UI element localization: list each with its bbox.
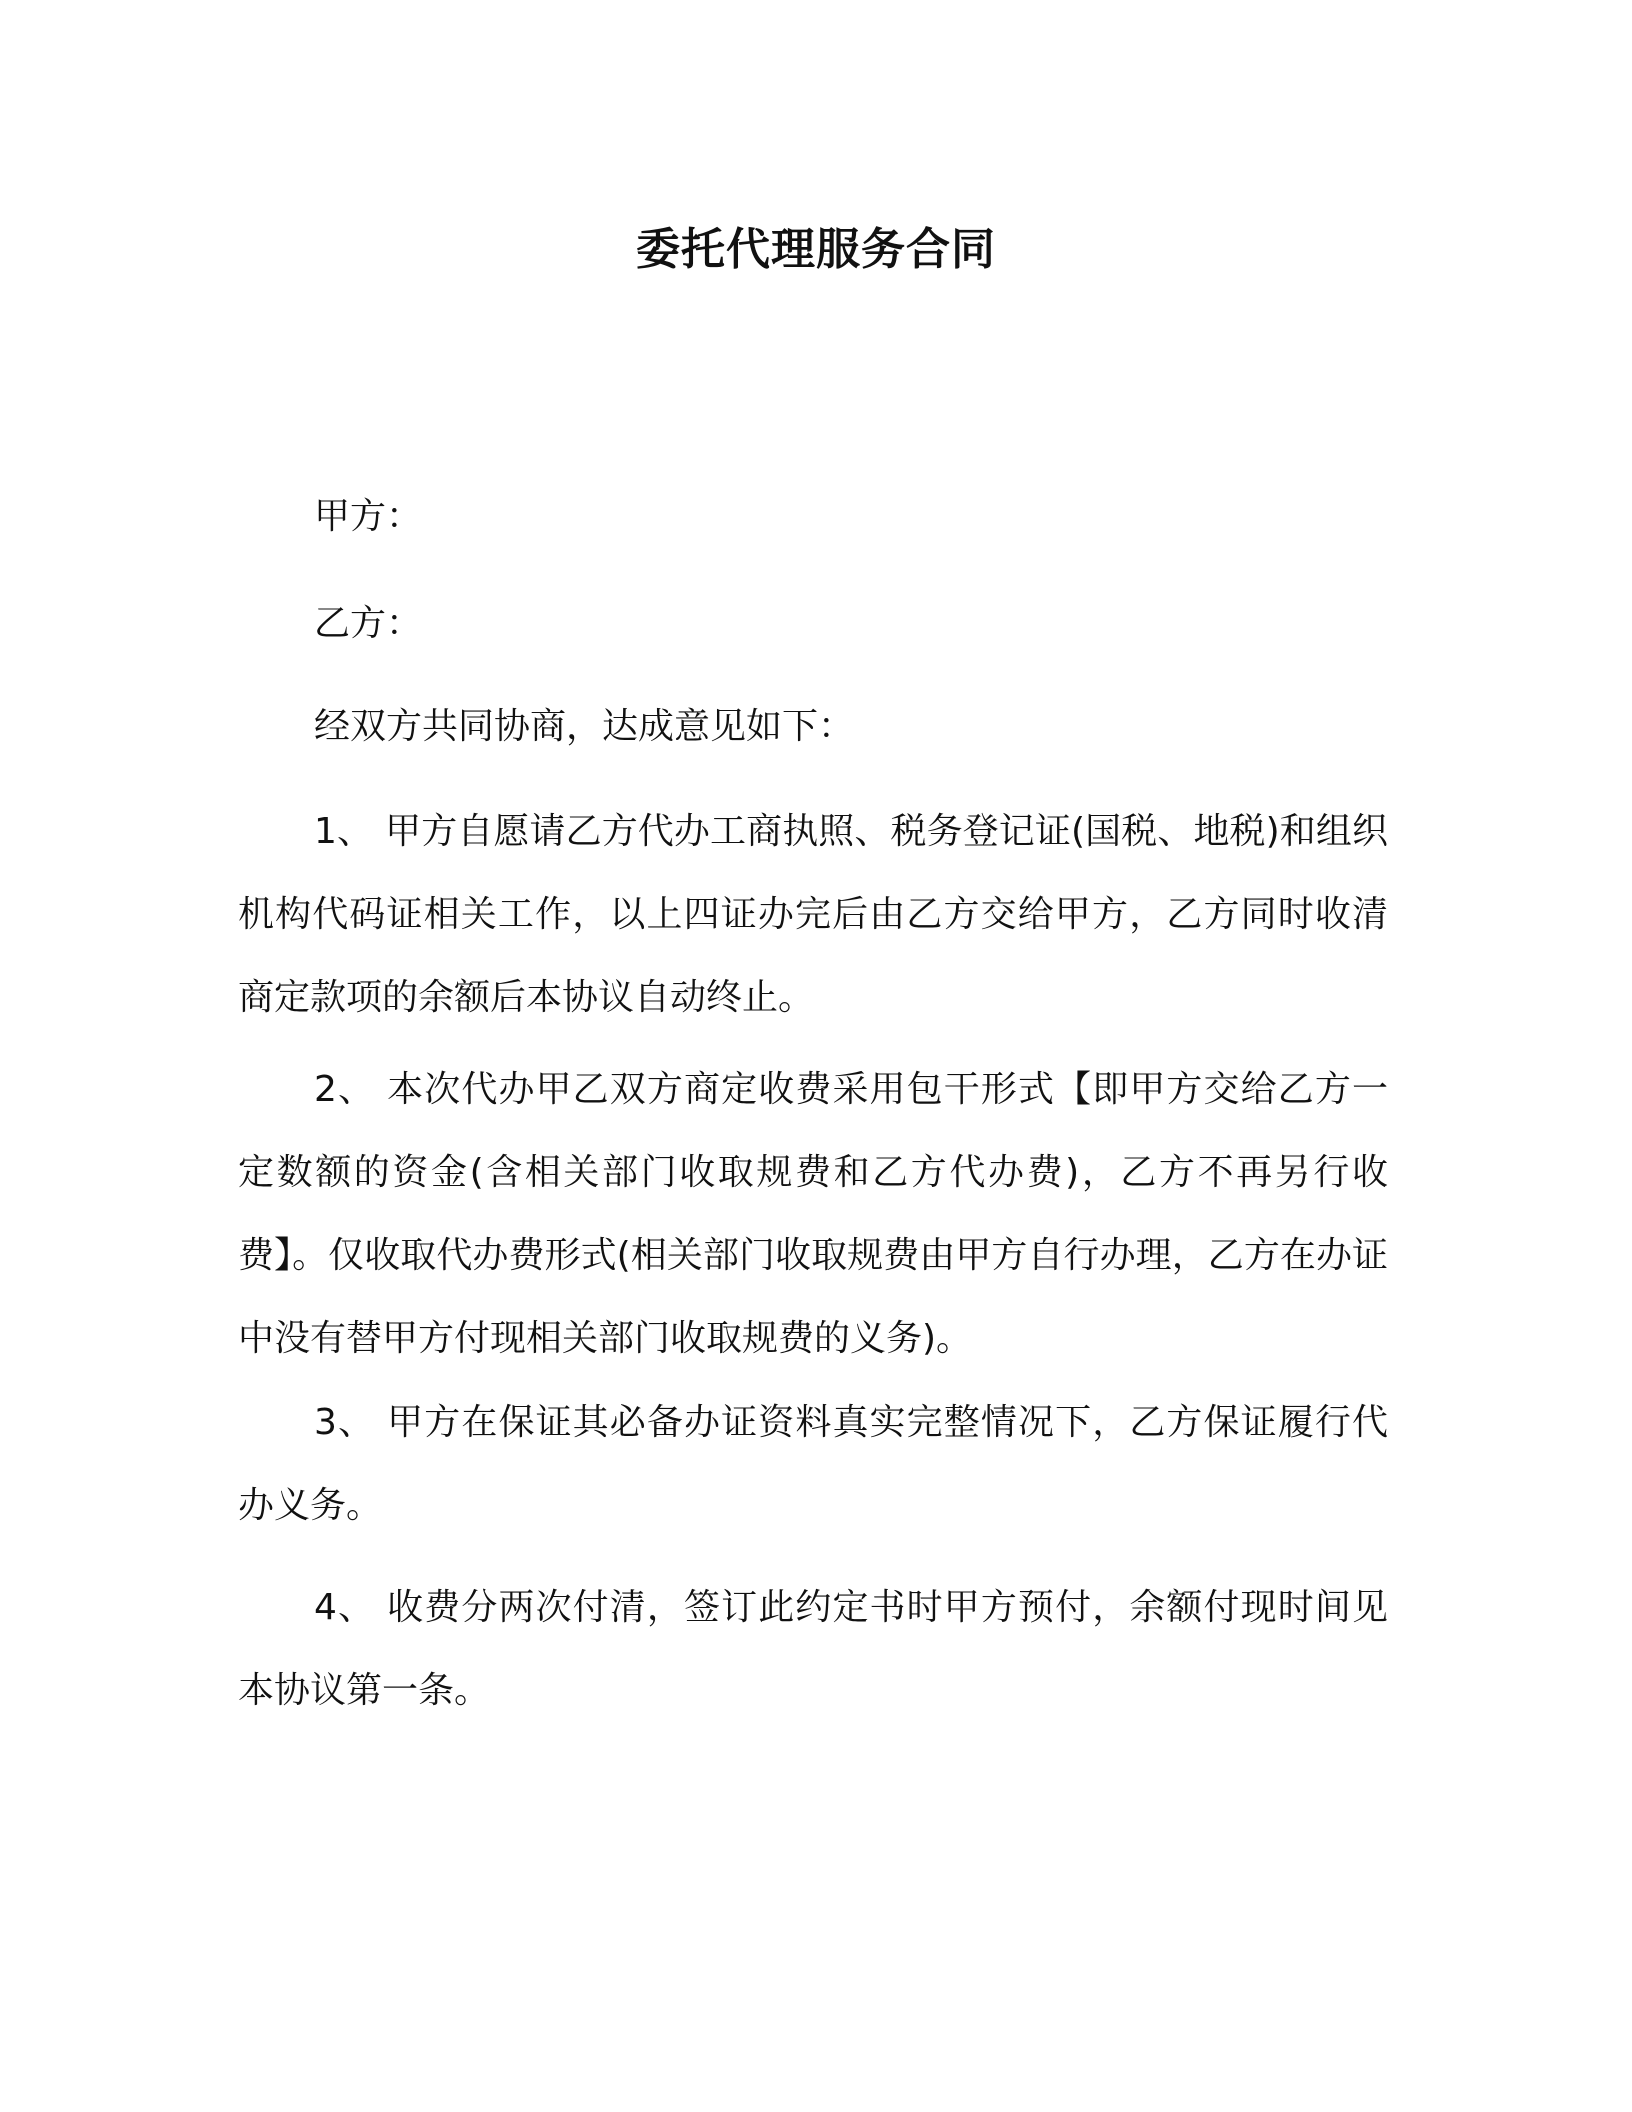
clause-number: 2、 — [314, 1069, 376, 1110]
clause-3 — [238, 1381, 1388, 1547]
party-a-label: 甲方： — [314, 496, 423, 537]
clause-1 — [238, 790, 1388, 1039]
document-title: 委托代理服务合同 — [636, 224, 996, 275]
clause-4 — [238, 1566, 1388, 1732]
clause-text: 本次代办甲乙双方商定收费采用包干形式【即甲方交给乙方一定数额的资金(含相关部门收取规费和乙方代办费)，乙方不再另行收费】。仅收取代办费形式(相关部门收取规费由甲方自行办理，乙方在办证中没有替甲方付现相关部门收取规费的义务)。 — [238, 1069, 1388, 1359]
clause-text: 甲方自愿请乙方代办工商执照、税务登记证(国税、地税)和组织机构代码证相关工作，以上四证办完后由乙方交给甲方，乙方同时收清商定款项的余额后本协议自动终止。 — [238, 811, 1388, 1018]
clause-text: 甲方在保证其必备办证资料真实完整情况下，乙方保证履行代办义务。 — [238, 1402, 1388, 1526]
clause-2 — [238, 1048, 1388, 1380]
clause-number: 4、 — [314, 1587, 376, 1628]
clause-number: 1、 — [314, 811, 374, 852]
party-b-label: 乙方： — [314, 603, 423, 644]
clause-number: 3、 — [314, 1402, 376, 1443]
clause-text: 收费分两次付清，签订此约定书时甲方预付，余额付现时间见本协议第一条。 — [238, 1587, 1388, 1711]
agreement-intro: 经双方共同协商，达成意见如下： — [314, 706, 855, 747]
